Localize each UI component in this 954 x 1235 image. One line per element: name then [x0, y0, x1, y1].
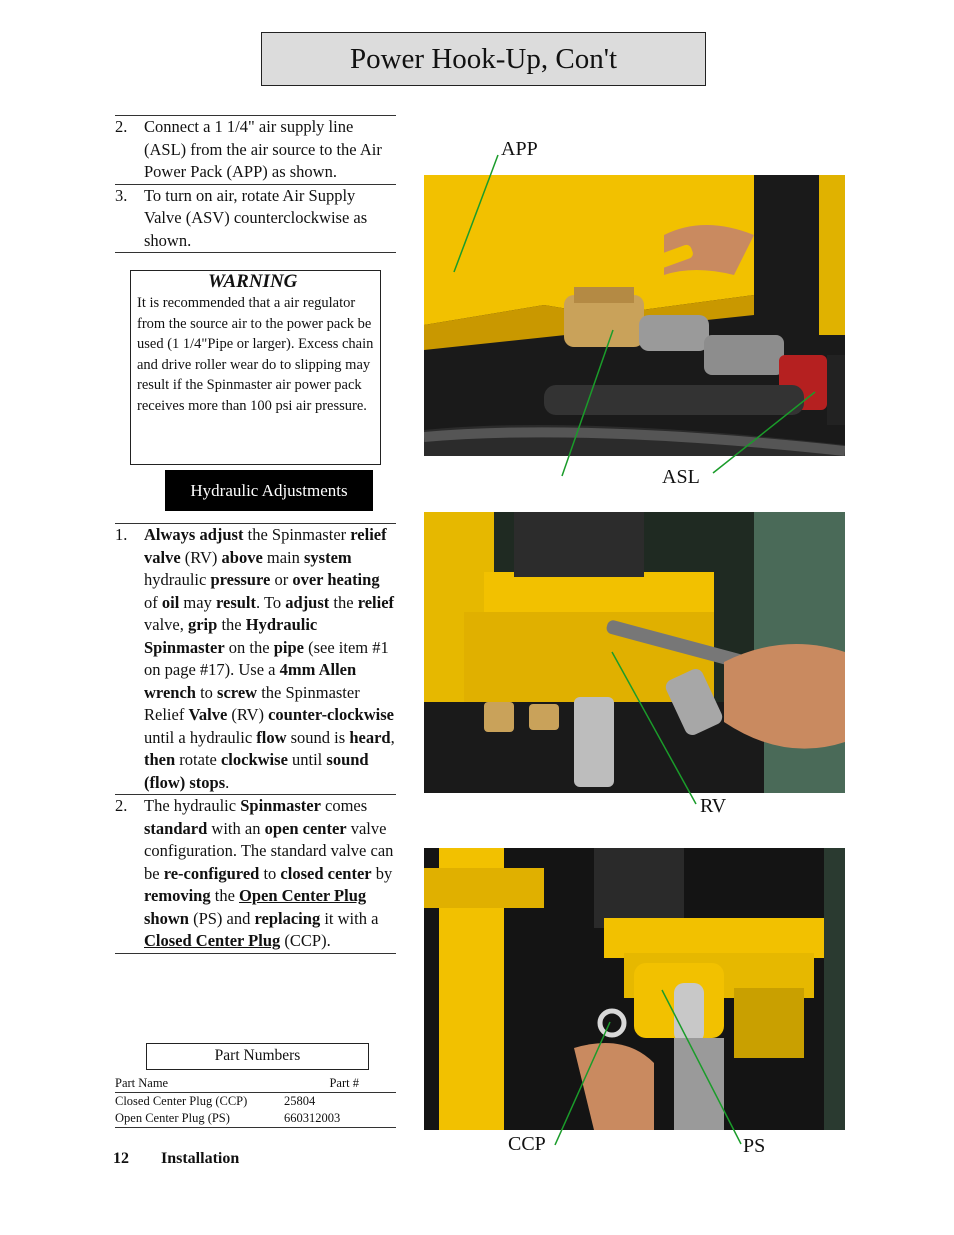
photo-relief-valve [424, 512, 845, 793]
page-number: 12 [113, 1150, 129, 1167]
col-part-name: Part Name [115, 1076, 169, 1090]
step-2-air-supply [115, 115, 396, 184]
step-number: 2. [115, 117, 128, 136]
part-numbers-table [115, 1075, 396, 1128]
callout-label-ccp: CCP [508, 1133, 546, 1155]
step-text: The hydraulic Spinmaster comes standard with an open center valve configuration. The standard valve can be re-configured to closed center by removing the Open Center Plug shown (PS) and replacing it with a Closed Center Plug (CCP). [144, 796, 394, 950]
part-number: 25804 [284, 1094, 316, 1108]
table-row [115, 1110, 396, 1128]
photo-relief-valve-illustration [424, 512, 845, 793]
part-numbers-title: Part Numbers [146, 1043, 369, 1070]
step-number: 1. [115, 525, 128, 544]
step-number: 2. [115, 796, 128, 815]
callout-label-ps: PS [743, 1135, 766, 1157]
photo-air-supply-illustration [424, 175, 845, 456]
part-name: Open Center Plug (PS) [115, 1111, 230, 1125]
step-number: 3. [115, 185, 128, 205]
divider [115, 252, 396, 253]
warning-box [130, 270, 381, 465]
air-steps [115, 115, 396, 253]
step-text: To turn on air, rotate Air Supply Valve (ASV) counterclockwise as shown. [144, 185, 368, 250]
warning-text: It is recommended that a air regulator from the source air to the power pack be used (1 1/4"Pipe or larger). Excess chain and drive roller wear do to slipping may result if the Spinmaster air power pack receives more than 100 psi air pressure. [137, 295, 374, 414]
section-header: Hydraulic Adjustments [165, 470, 373, 511]
photo-center-plug [424, 848, 845, 1130]
page-title: Power Hook-Up, Con't [261, 32, 706, 86]
part-number: 660312003 [284, 1111, 341, 1125]
callout-label-app: APP [501, 138, 538, 160]
step-text: Always adjust the Spinmaster relief valve (RV) above main system hydraulic pressure or over heating of oil may result. To adjust the relief valve, grip the Hydraulic Spinmaster on the pipe (see item #1 on page #17). Use a 4mm Allen wrench to screw the Spinmaster Relief Valve (RV) counter-clockwise until a hydraulic flow sound is heard, then rotate clockwise until sound (flow) stops. [144, 525, 395, 792]
col-part-number: Part # [329, 1076, 359, 1090]
divider [115, 953, 396, 954]
step-1-relief-valve [115, 523, 396, 794]
hydraulic-steps [115, 523, 396, 954]
part-name: Closed Center Plug (CCP) [115, 1094, 248, 1108]
step-text: Connect a 1 1/4" air supply line (ASL) from the air source to the Air Power Pack (APP) as shown. [144, 117, 382, 181]
callout-label-asl: ASL [662, 466, 700, 488]
photo-air-supply [424, 175, 845, 456]
step-2-center-config [115, 794, 396, 953]
table-header [115, 1075, 396, 1093]
table-row [115, 1093, 396, 1110]
step-3-air-valve [115, 184, 396, 253]
photo-center-plug-illustration [424, 848, 845, 1130]
warning-heading: WARNING [208, 271, 298, 292]
footer-section: Installation [161, 1150, 240, 1167]
callout-label-rv: RV [700, 795, 727, 817]
